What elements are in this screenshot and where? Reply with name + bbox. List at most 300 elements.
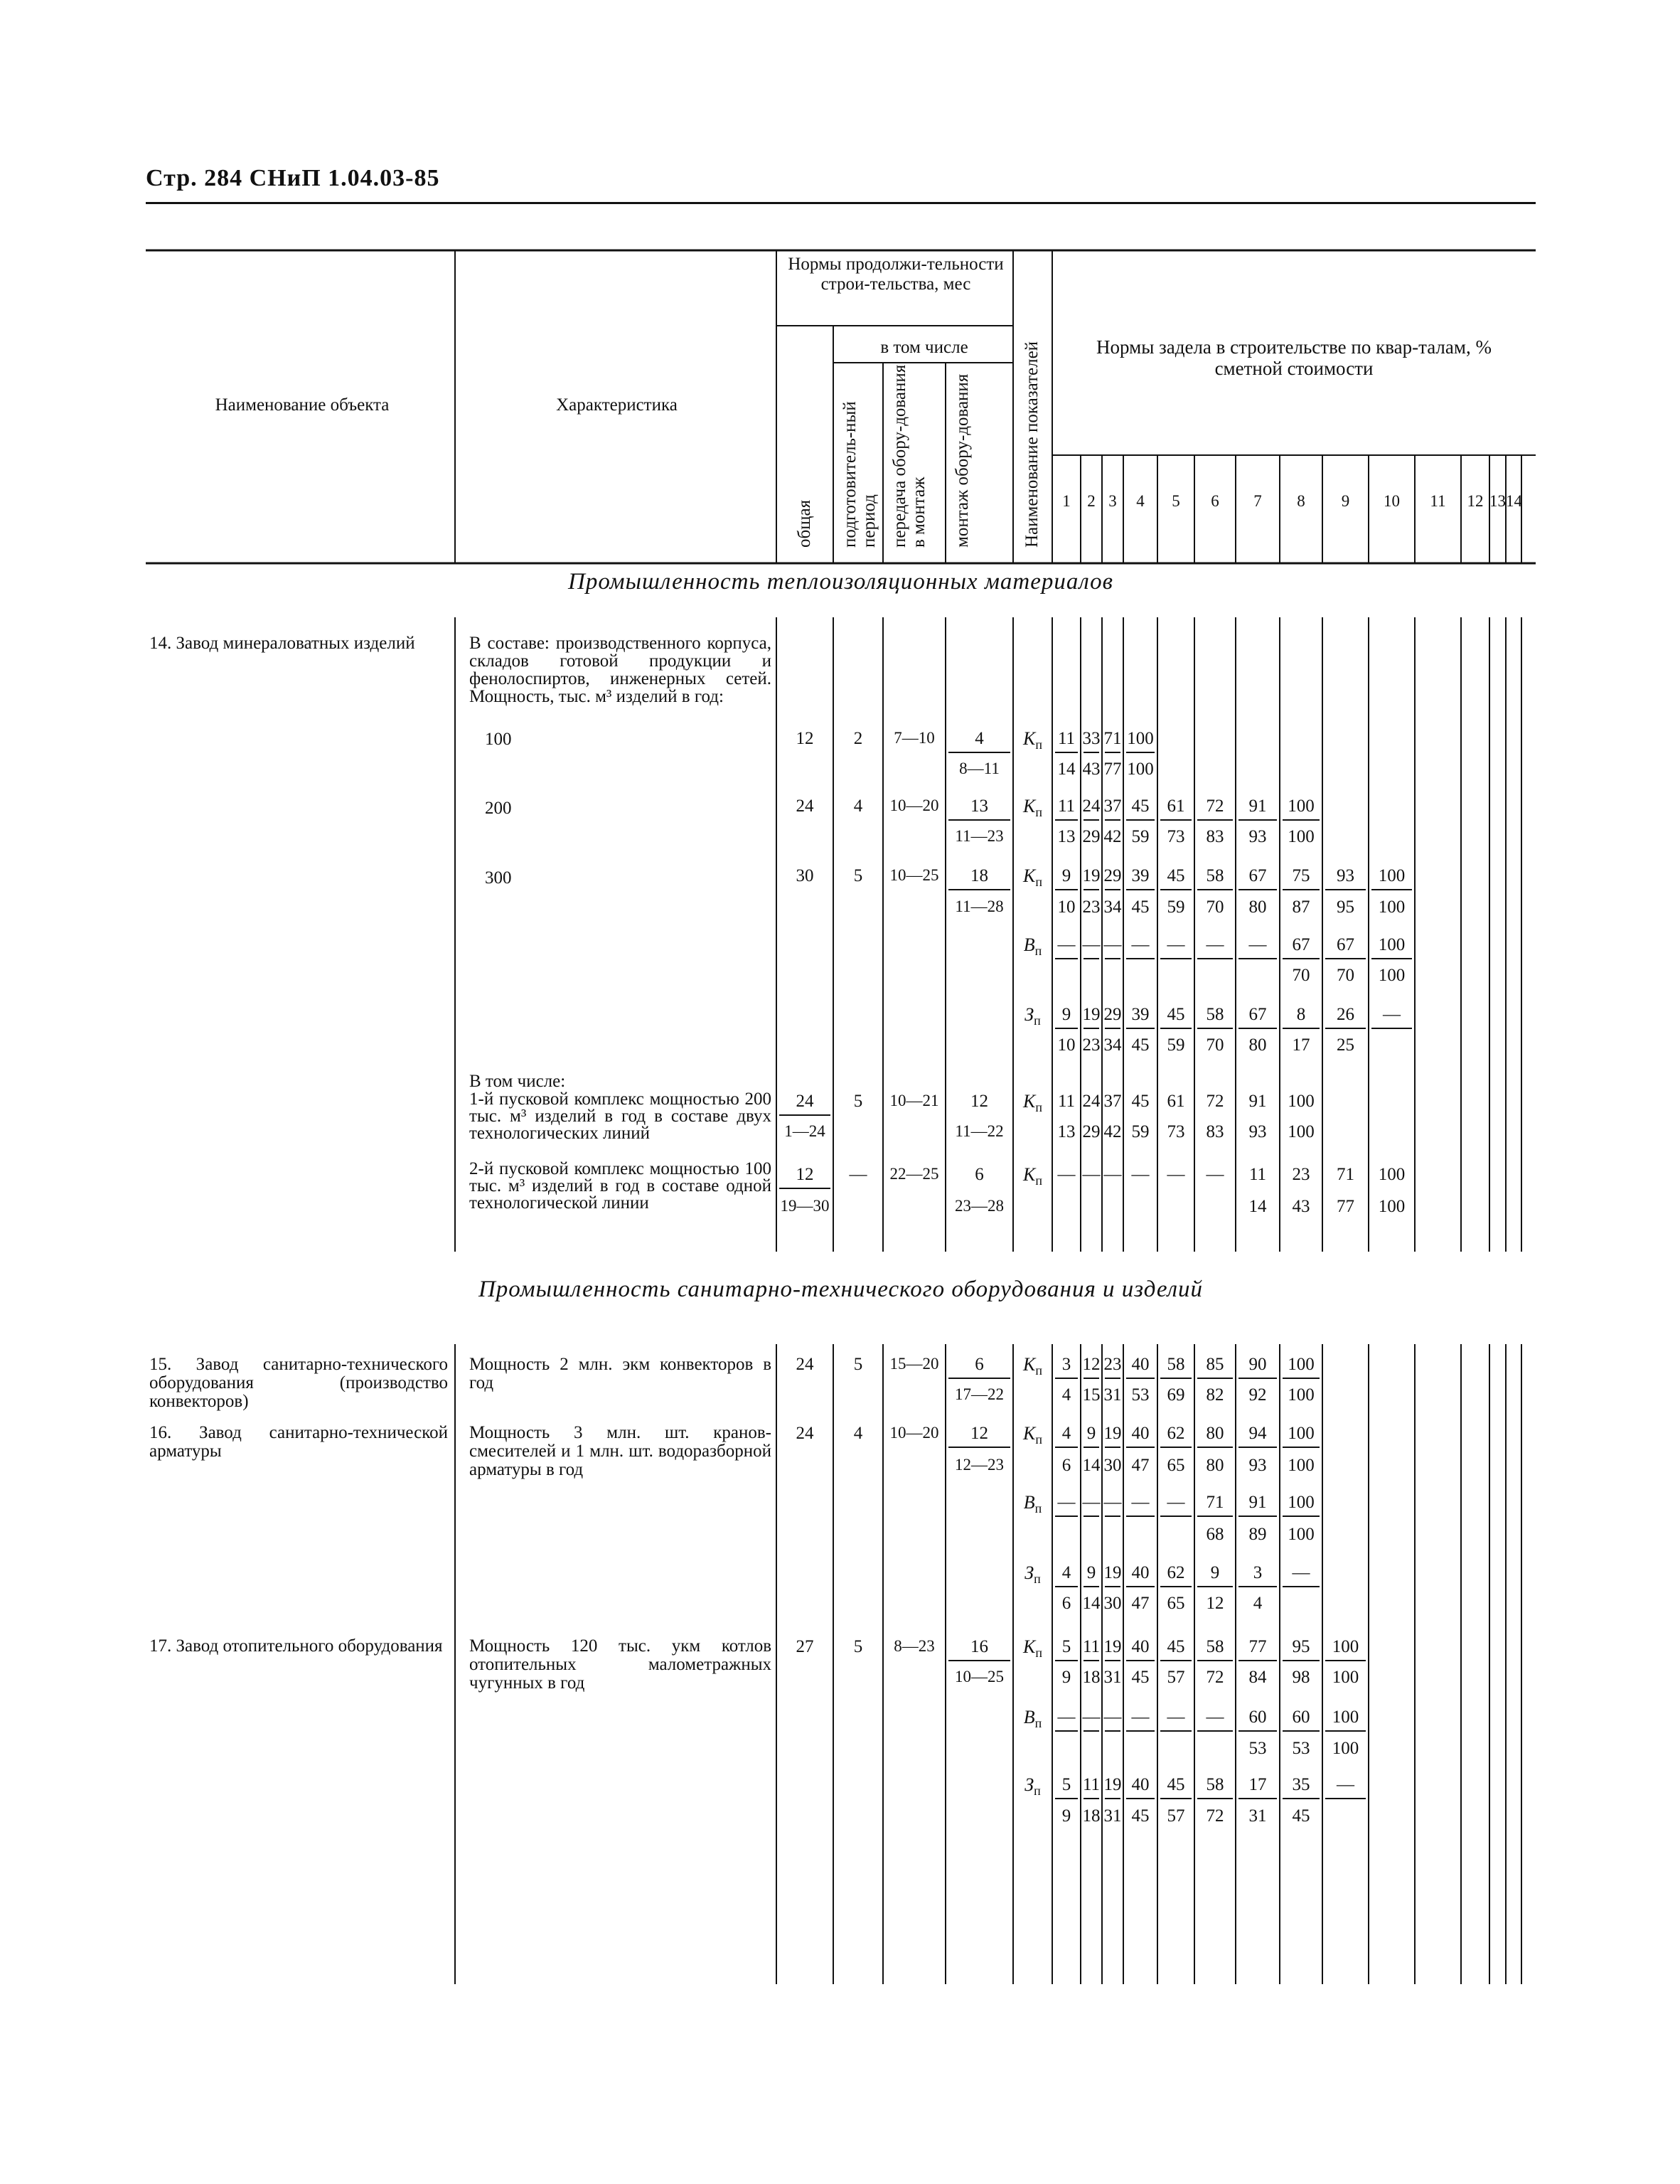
quarter-value: —	[1131, 935, 1150, 954]
quarter-value: —	[1082, 1493, 1101, 1512]
quarter-value: 71	[1103, 729, 1122, 748]
quarter-value: 100	[1332, 1739, 1359, 1758]
quarter-value: 31	[1103, 1806, 1122, 1826]
quarter-value: —	[1103, 1165, 1122, 1184]
cell-mount: 23—28	[955, 1197, 1004, 1215]
quarter-value: 40	[1131, 1424, 1150, 1443]
quarter-value: 100	[1378, 1197, 1406, 1216]
cell-prep: —	[849, 1165, 867, 1184]
quarter-value: 59	[1167, 897, 1185, 917]
quarter-value: —	[1057, 1493, 1076, 1512]
quarter-value: 100	[1288, 797, 1315, 816]
quarter-value: 14	[1082, 1594, 1101, 1613]
quarter-number: 11	[1430, 492, 1446, 510]
cell-mount: 18	[970, 866, 988, 885]
quarter-value: 24	[1082, 1092, 1101, 1111]
quarter-value: 45	[1131, 797, 1150, 816]
quarter-value: —	[1082, 935, 1101, 954]
cell-transfer: 10—20	[889, 797, 939, 814]
quarter-value: 58	[1206, 1005, 1224, 1024]
capacity-value: 100	[485, 730, 512, 749]
quarter-value: 30	[1103, 1456, 1122, 1475]
object-name: 14. Завод минераловатных изделий	[149, 634, 415, 653]
quarter-value: 45	[1131, 897, 1150, 917]
quarter-value: 18	[1082, 1668, 1101, 1687]
quarter-value: 11	[1057, 1092, 1076, 1111]
col-mounting-header: монтаж обору-дования	[953, 373, 972, 548]
quarter-value: 72	[1206, 1806, 1224, 1826]
cell-transfer: 10—25	[889, 866, 939, 884]
page-header: Стр. 284 СНиП 1.04.03-85	[146, 165, 440, 191]
object-name: 16. Завод санитарно-технической арматуры	[149, 1423, 448, 1461]
quarter-value: 9	[1061, 1005, 1071, 1024]
quarter-value: 4	[1061, 1385, 1071, 1405]
including-label: В том числе:	[469, 1072, 566, 1091]
quarter-value: 33	[1082, 729, 1101, 748]
launch-complex-1: 1-й пусковой комплекс мощностью 200 тыс. м³ изделий в год в составе двух технологических линий	[469, 1090, 771, 1143]
quarter-value: —	[1337, 1775, 1354, 1794]
cell-prep: 5	[853, 866, 863, 885]
quarter-value: 9	[1061, 1806, 1071, 1826]
quarter-number: 7	[1253, 492, 1262, 510]
quarter-value: —	[1206, 935, 1224, 954]
quarter-value: 67	[1337, 935, 1354, 954]
quarter-value: 14	[1057, 760, 1076, 779]
quarter-value: 29	[1082, 1122, 1101, 1141]
quarter-value: 45	[1131, 1806, 1150, 1826]
quarter-value: 19	[1103, 1637, 1122, 1656]
quarter-value: —	[1383, 1005, 1401, 1024]
quarter-value: 53	[1131, 1385, 1150, 1405]
quarter-number: 8	[1297, 492, 1305, 510]
quarter-value: 19	[1082, 866, 1101, 885]
quarter-value: 67	[1248, 866, 1267, 885]
quarter-value: 17	[1248, 1775, 1267, 1794]
quarter-value: 90	[1248, 1355, 1267, 1374]
quarter-value: 45	[1167, 866, 1185, 885]
quarter-value: 19	[1082, 1005, 1101, 1024]
quarter-value: 5	[1061, 1637, 1071, 1656]
quarter-value: 67	[1292, 935, 1310, 954]
indicator-symbol: $К_п$	[1023, 1636, 1042, 1661]
quarter-value: 31	[1103, 1385, 1122, 1405]
quarter-value: 100	[1288, 1424, 1315, 1443]
quarter-value: 65	[1167, 1594, 1185, 1613]
cell-prep: 4	[853, 1424, 863, 1443]
quarter-value: 4	[1061, 1424, 1071, 1443]
quarter-value: 14	[1248, 1197, 1267, 1216]
cell-mount: 16	[970, 1637, 988, 1656]
quarter-value: 45	[1131, 1092, 1150, 1111]
capacity-value: 200	[485, 799, 512, 818]
quarter-value: 67	[1248, 1005, 1267, 1024]
quarter-value: 10	[1057, 1035, 1076, 1055]
quarter-value: 100	[1127, 729, 1154, 748]
quarter-value: 34	[1103, 1035, 1122, 1055]
quarter-value: 24	[1082, 797, 1101, 816]
quarter-value: 9	[1061, 866, 1071, 885]
cell-transfer: 7—10	[894, 729, 935, 747]
quarter-value: 45	[1131, 1668, 1150, 1687]
quarter-value: 100	[1288, 1355, 1315, 1374]
indicator-symbol: $З_п$	[1024, 1774, 1041, 1799]
quarter-value: 37	[1103, 1092, 1122, 1111]
col-object-header: Наименование объекта	[215, 395, 390, 415]
quarter-value: —	[1082, 1165, 1101, 1184]
quarter-number: 4	[1136, 492, 1145, 510]
quarter-value: 23	[1103, 1355, 1122, 1374]
quarter-value: 80	[1248, 1035, 1267, 1055]
quarter-value: 68	[1206, 1525, 1224, 1544]
quarter-value: 34	[1103, 897, 1122, 917]
quarter-value: 12	[1082, 1355, 1101, 1374]
cell-total: 24	[796, 1355, 814, 1374]
quarter-number: 14	[1506, 492, 1522, 510]
quarter-value: 60	[1292, 1708, 1310, 1727]
quarter-value: —	[1103, 1708, 1122, 1727]
quarter-value: 6	[1061, 1594, 1071, 1613]
quarter-value: 95	[1292, 1637, 1310, 1656]
cell-mount: 13	[970, 797, 988, 816]
quarter-value: 75	[1292, 866, 1310, 885]
quarter-value: 89	[1248, 1525, 1267, 1544]
quarter-value: —	[1057, 935, 1076, 954]
col-total-header: общая	[795, 499, 814, 548]
quarter-value: 42	[1103, 1122, 1122, 1141]
quarter-value: 61	[1167, 797, 1185, 816]
quarter-value: 100	[1378, 1165, 1406, 1184]
quarter-number: 2	[1087, 492, 1096, 510]
quarter-value: 62	[1167, 1563, 1185, 1582]
indicator-symbol: $З_п$	[1024, 1004, 1041, 1028]
quarter-number: 13	[1489, 492, 1506, 510]
quarter-value: 6	[1061, 1456, 1071, 1475]
col-characteristic-header: Характеристика	[556, 395, 678, 415]
quarter-value: 73	[1167, 1122, 1185, 1141]
cell-total: 1—24	[784, 1122, 825, 1140]
quarter-value: 53	[1248, 1739, 1267, 1758]
quarter-value: 72	[1206, 797, 1224, 816]
quarter-value: 70	[1206, 897, 1224, 917]
quarter-value: 77	[1248, 1637, 1267, 1656]
section-title: Промышленность санитарно-технического оборудования и изделий	[478, 1277, 1204, 1302]
quarter-value: 62	[1167, 1424, 1185, 1443]
quarter-value: 100	[1378, 935, 1406, 954]
indicator-symbol: $В_п$	[1023, 1707, 1042, 1731]
quarter-value: 15	[1082, 1385, 1101, 1405]
quarter-value: 29	[1082, 827, 1101, 846]
col-backlog-header: Нормы задела в строительстве по квар-талам, % сметной стоимости	[1096, 336, 1492, 379]
quarter-value: 23	[1292, 1165, 1310, 1184]
quarter-value: 100	[1378, 897, 1406, 917]
quarter-value: 19	[1103, 1563, 1122, 1582]
quarter-value: 98	[1292, 1668, 1310, 1687]
indicator-symbol: $К_п$	[1023, 728, 1042, 752]
cell-transfer: 22—25	[889, 1165, 939, 1183]
quarter-value: 83	[1206, 1122, 1224, 1141]
indicator-symbol: $К_п$	[1023, 796, 1042, 820]
quarter-value: 94	[1248, 1424, 1267, 1443]
quarter-value: 35	[1292, 1775, 1310, 1794]
quarter-value: 53	[1292, 1739, 1310, 1758]
quarter-value: 71	[1337, 1165, 1354, 1184]
cell-transfer: 10—20	[889, 1424, 939, 1442]
quarter-value: —	[1206, 1165, 1224, 1184]
quarter-value: 100	[1288, 1456, 1315, 1475]
cell-total: 30	[796, 866, 814, 885]
quarter-value: 30	[1103, 1594, 1122, 1613]
quarter-value: —	[1057, 1165, 1076, 1184]
quarter-number: 5	[1172, 492, 1180, 510]
quarter-value: 91	[1248, 797, 1267, 816]
quarter-value: 40	[1131, 1355, 1150, 1374]
indicator-symbol: $В_п$	[1023, 934, 1042, 959]
indicator-symbol: $В_п$	[1023, 1492, 1042, 1516]
quarter-value: 80	[1206, 1456, 1224, 1475]
quarter-value: 47	[1131, 1594, 1150, 1613]
quarter-value: 3	[1253, 1563, 1263, 1582]
cell-total: 24	[796, 797, 814, 816]
cell-mount: 11—23	[955, 827, 1004, 845]
quarter-value: 80	[1206, 1424, 1224, 1443]
quarter-value: 91	[1248, 1493, 1267, 1512]
object-characteristic: Мощность 2 млн. экм конвекторов в год	[469, 1355, 771, 1392]
quarter-value: 84	[1248, 1668, 1267, 1687]
cell-prep: 4	[853, 797, 863, 816]
cell-total: 24	[796, 1092, 814, 1111]
quarter-value: —	[1131, 1493, 1150, 1512]
cell-transfer: 10—21	[889, 1092, 939, 1109]
quarter-value: —	[1292, 1563, 1310, 1582]
quarter-value: 9	[1061, 1668, 1071, 1687]
quarter-value: 13	[1057, 1122, 1076, 1141]
quarter-value: —	[1167, 1165, 1185, 1184]
quarter-value: 100	[1288, 1385, 1315, 1405]
quarter-value: 87	[1292, 897, 1310, 917]
quarter-value: 4	[1253, 1594, 1263, 1613]
quarter-value: —	[1167, 1493, 1185, 1512]
quarter-value: 80	[1248, 897, 1267, 917]
cell-mount: 12—23	[955, 1456, 1004, 1474]
quarter-value: 31	[1103, 1668, 1122, 1687]
quarter-value: —	[1131, 1708, 1150, 1727]
quarter-value: 17	[1292, 1035, 1310, 1055]
quarter-value: 39	[1131, 1005, 1150, 1024]
cell-mount: 6	[975, 1355, 984, 1374]
quarter-value: 72	[1206, 1092, 1224, 1111]
quarter-value: 100	[1288, 1122, 1315, 1141]
quarter-value: —	[1167, 1708, 1185, 1727]
cell-mount: 4	[975, 729, 984, 748]
cell-mount: 8—11	[959, 760, 1000, 777]
quarter-value: 37	[1103, 797, 1122, 816]
quarter-value: 31	[1248, 1806, 1267, 1826]
quarter-number: 12	[1467, 492, 1484, 510]
indicator-symbol: $К_п$	[1023, 1354, 1042, 1378]
quarter-value: 100	[1288, 1525, 1315, 1544]
object-characteristic: Мощность 120 тыс. укм котлов отопительных малометражных чугунных в год	[469, 1636, 771, 1693]
quarter-value: 71	[1206, 1493, 1224, 1512]
quarter-value: 85	[1206, 1355, 1224, 1374]
quarter-value: 93	[1248, 1456, 1267, 1475]
quarter-value: 100	[1127, 760, 1154, 779]
quarter-value: 58	[1206, 1637, 1224, 1656]
quarter-value: —	[1248, 935, 1267, 954]
quarter-value: —	[1057, 1708, 1076, 1727]
quarter-value: 19	[1103, 1775, 1122, 1794]
quarter-value: 8	[1296, 1005, 1306, 1024]
cell-mount: 6	[975, 1165, 984, 1184]
quarter-value: —	[1206, 1708, 1224, 1727]
quarter-value: 65	[1167, 1456, 1185, 1475]
col-including-header: в том числе	[880, 338, 968, 357]
cell-transfer: 8—23	[894, 1637, 935, 1655]
quarter-value: 77	[1103, 760, 1122, 779]
quarter-value: 23	[1082, 1035, 1101, 1055]
cell-total: 12	[796, 1165, 814, 1184]
cell-total: 12	[796, 729, 814, 748]
col-prep-header: подготовитель-ный период	[840, 401, 879, 548]
quarter-value: —	[1082, 1708, 1101, 1727]
quarter-value: 69	[1167, 1385, 1185, 1405]
quarter-value: 59	[1131, 1122, 1150, 1141]
quarter-value: 11	[1082, 1775, 1101, 1794]
quarter-value: 92	[1248, 1385, 1267, 1405]
cell-transfer: 15—20	[889, 1355, 939, 1373]
quarter-value: 40	[1131, 1775, 1150, 1794]
quarter-value: 83	[1206, 827, 1224, 846]
cell-prep: 2	[853, 729, 863, 748]
capacity-value: 300	[485, 868, 512, 888]
quarter-value: 19	[1103, 1424, 1122, 1443]
indicator-symbol: $К_п$	[1023, 1091, 1042, 1115]
quarter-value: 93	[1248, 827, 1267, 846]
quarter-value: 57	[1167, 1806, 1185, 1826]
cell-mount: 11—22	[955, 1122, 1004, 1140]
indicator-symbol: $К_п$	[1023, 1164, 1042, 1188]
quarter-value: 100	[1288, 1493, 1315, 1512]
quarter-value: 58	[1167, 1355, 1185, 1374]
cell-prep: 5	[853, 1637, 863, 1656]
quarter-value: 11	[1082, 1637, 1101, 1656]
quarter-value: 40	[1131, 1637, 1150, 1656]
quarter-value: —	[1131, 1165, 1150, 1184]
quarter-value: 11	[1057, 797, 1076, 816]
quarter-value: 11	[1057, 729, 1076, 748]
indicator-symbol: $К_п$	[1023, 865, 1042, 890]
quarter-value: 40	[1131, 1563, 1150, 1582]
quarter-number: 3	[1108, 492, 1117, 510]
quarter-value: 3	[1061, 1355, 1071, 1374]
object-name: 15. Завод санитарно-технического оборудования (производство конвекторов)	[149, 1355, 448, 1411]
cell-mount: 11—28	[955, 897, 1004, 915]
quarter-value: 58	[1206, 866, 1224, 885]
quarter-value: 70	[1206, 1035, 1224, 1055]
quarter-number: 6	[1211, 492, 1219, 510]
quarter-value: 100	[1378, 866, 1406, 885]
cell-mount: 12	[970, 1092, 988, 1111]
quarter-value: 45	[1167, 1637, 1185, 1656]
quarter-value: 43	[1292, 1197, 1310, 1216]
quarter-value: 59	[1131, 827, 1150, 846]
quarter-value: 25	[1337, 1035, 1354, 1055]
quarter-value: 47	[1131, 1456, 1150, 1475]
col-transfer-header: передача обору-дования в монтаж	[890, 364, 929, 548]
quarter-value: 4	[1061, 1563, 1071, 1582]
quarter-number: 10	[1384, 492, 1400, 510]
quarter-value: —	[1167, 935, 1185, 954]
quarter-value: 70	[1292, 966, 1310, 985]
quarter-value: 77	[1337, 1197, 1354, 1216]
quarter-value: 73	[1167, 827, 1185, 846]
quarter-value: 93	[1337, 866, 1354, 885]
quarter-value: —	[1103, 1493, 1122, 1512]
cell-mount: 10—25	[955, 1668, 1004, 1685]
cell-total: 24	[796, 1424, 814, 1443]
quarter-value: 95	[1337, 897, 1354, 917]
cell-total: 27	[796, 1637, 814, 1656]
indicator-symbol: $З_п$	[1024, 1562, 1041, 1587]
quarter-value: 100	[1288, 1092, 1315, 1111]
quarter-value: 45	[1292, 1806, 1310, 1826]
quarter-value: 45	[1131, 1035, 1150, 1055]
cell-total: 19—30	[780, 1197, 830, 1215]
quarter-value: 100	[1332, 1637, 1359, 1656]
quarter-value: 9	[1086, 1563, 1096, 1582]
object-characteristic: В составе: производственного корпуса, складов готовой продукции и фенолоспиртов, инженерных сетей. Мощность, тыс. м³ изделий в год:	[469, 634, 771, 706]
quarter-value: 29	[1103, 866, 1122, 885]
quarter-value: 39	[1131, 866, 1150, 885]
quarter-value: 18	[1082, 1806, 1101, 1826]
quarter-value: 14	[1082, 1456, 1101, 1475]
cell-mount: 17—22	[955, 1385, 1004, 1403]
quarter-value: 12	[1206, 1594, 1224, 1613]
quarter-value: 57	[1167, 1668, 1185, 1687]
quarter-value: 100	[1378, 966, 1406, 985]
quarter-value: 23	[1082, 897, 1101, 917]
section-title: Промышленность теплоизоляционных материалов	[567, 569, 1113, 595]
indicator-symbol: $К_п$	[1023, 1423, 1042, 1447]
quarter-value: 13	[1057, 827, 1076, 846]
quarter-value: 93	[1248, 1122, 1267, 1141]
quarter-value: 9	[1210, 1563, 1220, 1582]
object-characteristic: Мощность 3 млн. шт. кранов-смесителей и 1 млн. шт. водоразборной арматуры в год	[469, 1423, 771, 1479]
quarter-value: 59	[1167, 1035, 1185, 1055]
quarter-value: 11	[1248, 1165, 1267, 1184]
object-name: 17. Завод отопительного оборудования	[149, 1636, 443, 1656]
launch-complex-2: 2-й пусковой комплекс мощностью 100 тыс. м³ изделий в год в составе одной технологической линии	[469, 1159, 771, 1213]
cell-prep: 5	[853, 1355, 863, 1374]
quarter-value: 42	[1103, 827, 1122, 846]
quarter-value: 100	[1332, 1668, 1359, 1687]
quarter-value: 82	[1206, 1385, 1224, 1405]
quarter-value: 43	[1082, 760, 1101, 779]
quarter-value: 10	[1057, 897, 1076, 917]
quarter-value: 45	[1167, 1005, 1185, 1024]
quarter-value: 100	[1332, 1708, 1359, 1727]
quarter-value: 61	[1167, 1092, 1185, 1111]
quarter-value: 58	[1206, 1775, 1224, 1794]
col-indicator-header: Наименование показателей	[1022, 341, 1042, 548]
quarter-value: 60	[1248, 1708, 1267, 1727]
quarter-value: 70	[1337, 966, 1354, 985]
cell-prep: 5	[853, 1092, 863, 1111]
quarter-value: 29	[1103, 1005, 1122, 1024]
col-duration-header: Нормы продолжи-тельности строи-тельства, мес	[788, 255, 1004, 294]
quarter-value: 26	[1337, 1005, 1354, 1024]
cell-mount: 12	[970, 1424, 988, 1443]
quarter-value: 45	[1167, 1775, 1185, 1794]
